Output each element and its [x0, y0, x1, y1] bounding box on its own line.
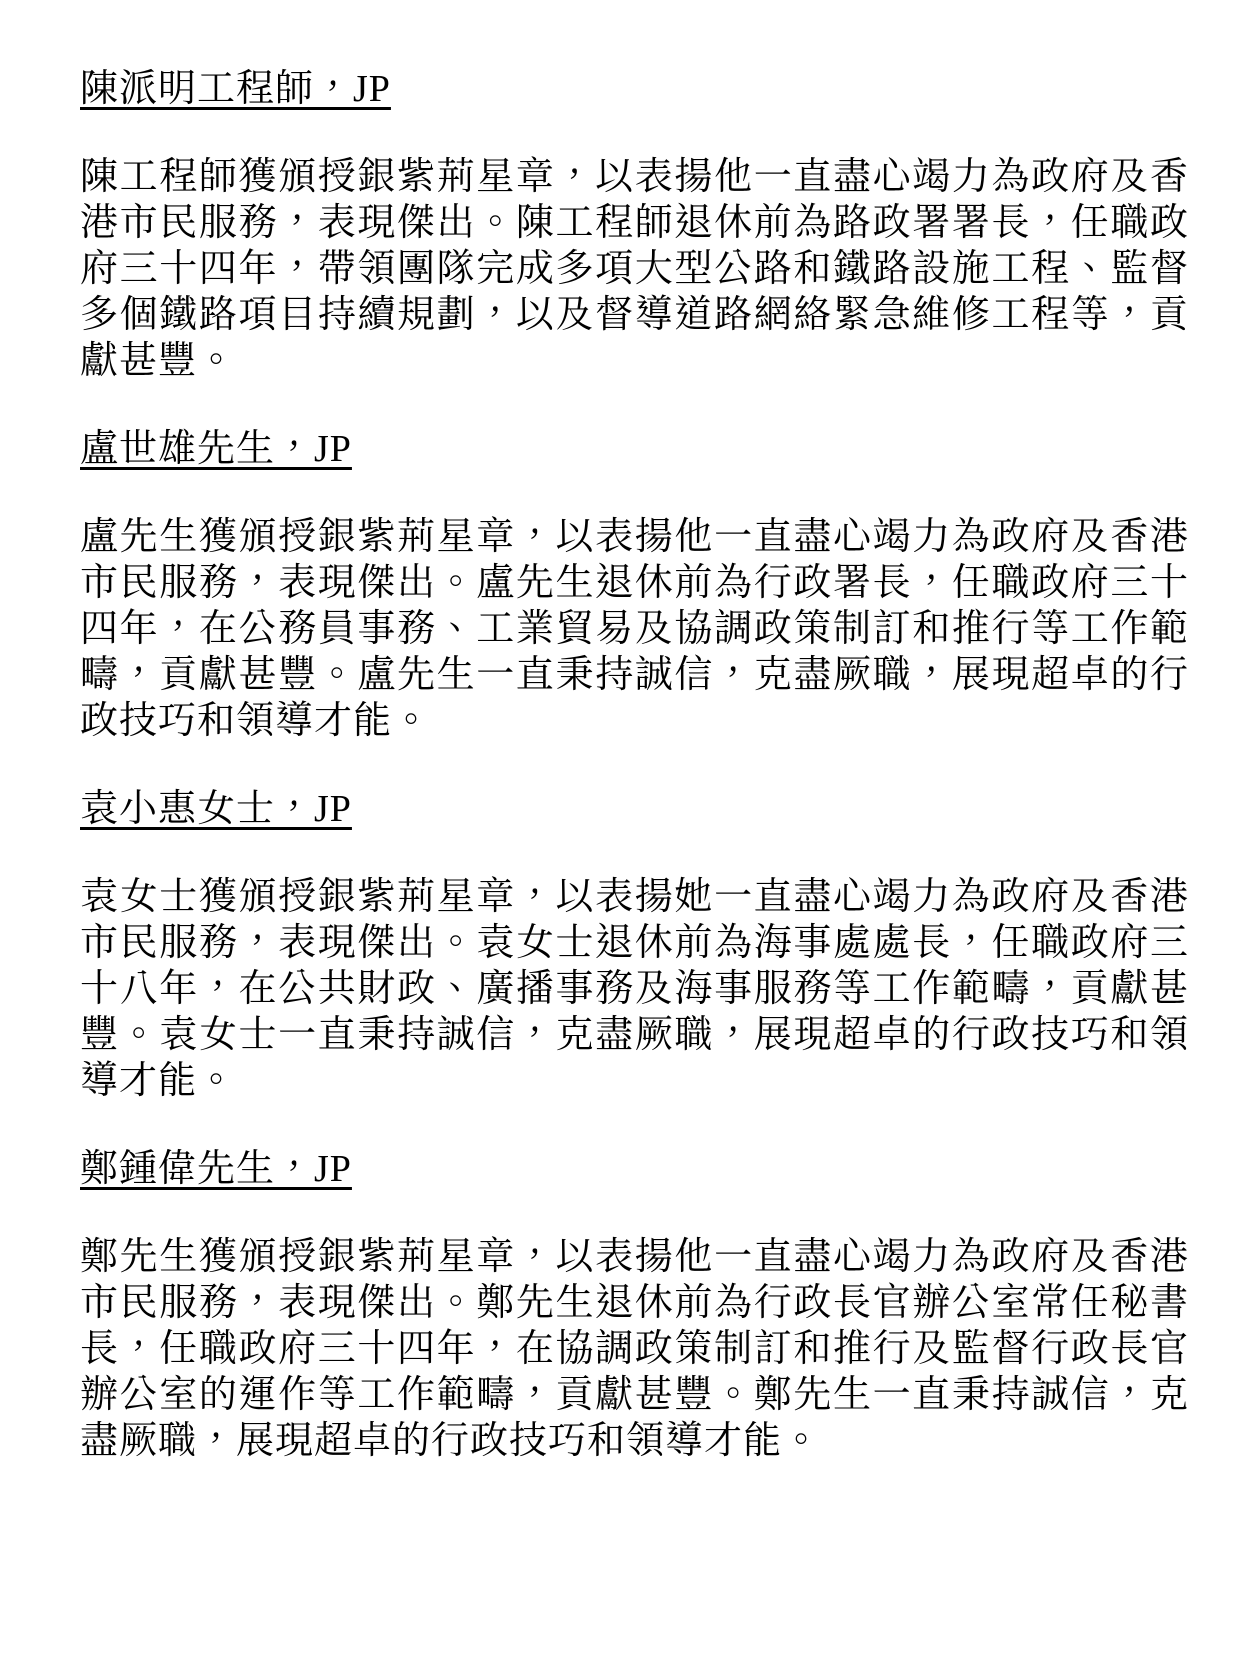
honouree-section — [80, 66, 1189, 384]
honouree-section — [80, 786, 1189, 1104]
person-citation: 鄭先生獲頒授銀紫荊星章，以表揚他一直盡心竭力為政府及香港市民服務，表現傑出。鄭先生退休前為行政長官辦公室常任秘書長，任職政府三十四年，在協調政策制訂和推行及監督行政長官辦公室的運作等工作範疇，貢獻甚豐。鄭先生一直秉持誠信，克盡厥職，展現超卓的行政技巧和領導才能。 — [80, 1236, 1189, 1462]
person-citation: 袁女士獲頒授銀紫荊星章，以表揚她一直盡心竭力為政府及香港市民服務，表現傑出。袁女士退休前為海事處處長，任職政府三十八年，在公共財政、廣播事務及海事服務等工作範疇，貢獻甚豐。袁女士一直秉持誠信，克盡厥職，展現超卓的行政技巧和領導才能。 — [80, 876, 1189, 1102]
person-heading: 盧世雄先生，JP — [80, 428, 352, 470]
person-citation: 陳工程師獲頒授銀紫荊星章，以表揚他一直盡心竭力為政府及香港市民服務，表現傑出。陳工程師退休前為路政署署長，任職政府三十四年，帶領團隊完成多項大型公路和鐵路設施工程、監督多個鐵路項目持續規劃，以及督導道路網絡緊急維修工程等，貢獻甚豐。 — [80, 156, 1189, 382]
person-citation: 盧先生獲頒授銀紫荊星章，以表揚他一直盡心竭力為政府及香港市民服務，表現傑出。盧先生退休前為行政署長，任職政府三十四年，在公務員事務、工業貿易及協調政策制訂和推行等工作範疇，貢獻甚豐。盧先生一直秉持誠信，克盡厥職，展現超卓的行政技巧和領導才能。 — [80, 516, 1189, 742]
honouree-section — [80, 1146, 1189, 1464]
person-heading: 陳派明工程師，JP — [80, 68, 391, 110]
person-heading: 袁小惠女士，JP — [80, 788, 352, 830]
honouree-section — [80, 426, 1189, 744]
person-heading: 鄭鍾偉先生，JP — [80, 1148, 352, 1190]
